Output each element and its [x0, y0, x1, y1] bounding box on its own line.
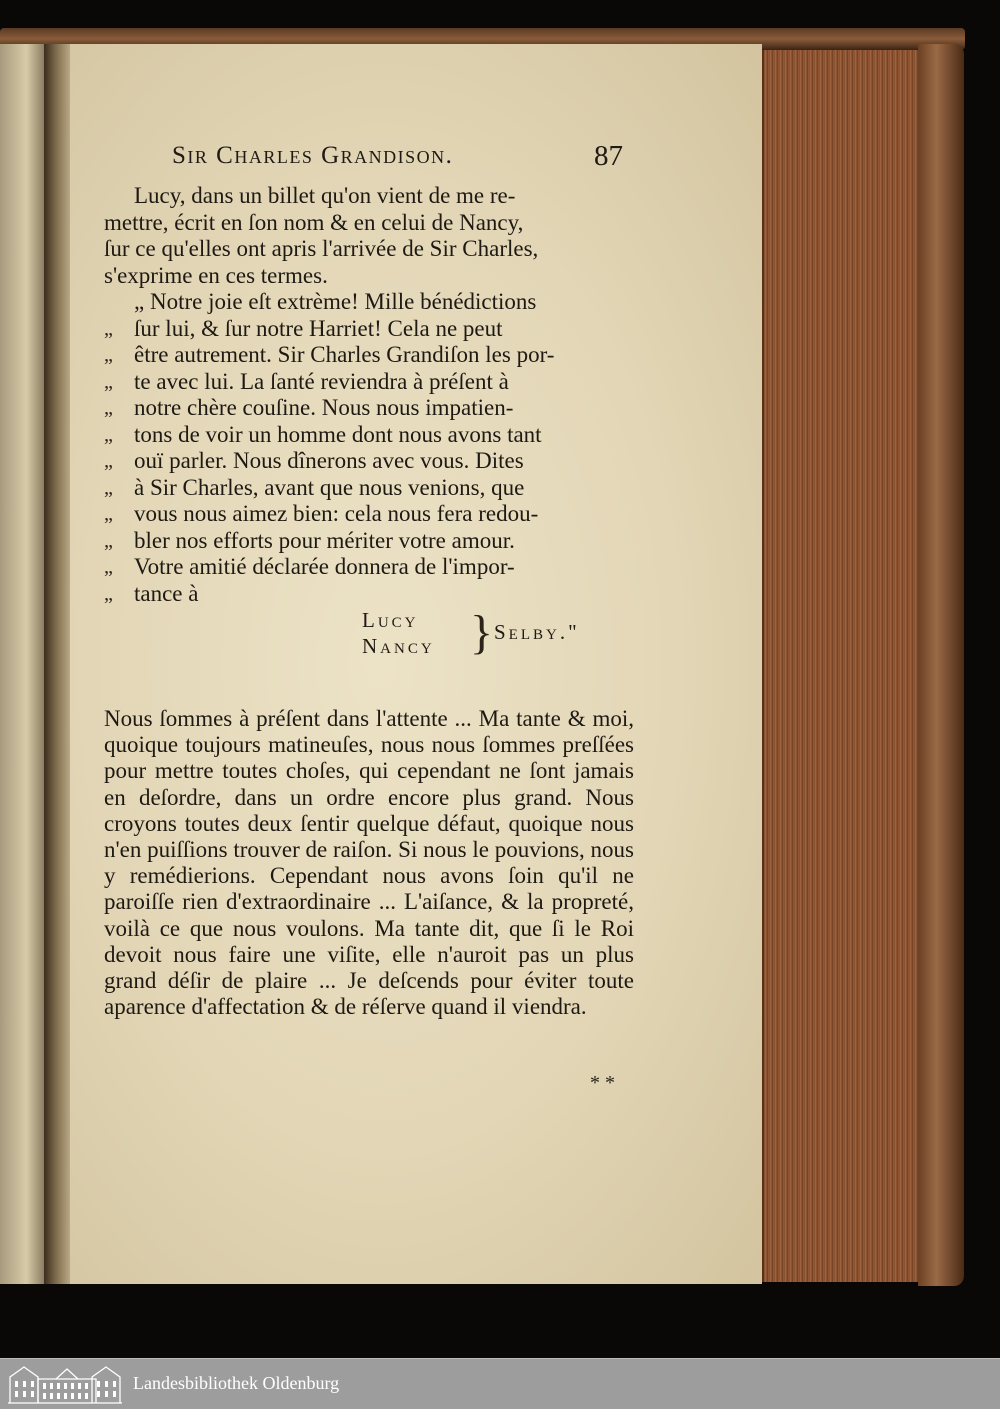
quote-mark: „ — [104, 556, 113, 578]
quote-line — [104, 475, 639, 502]
text-line: s'exprime en ces termes. — [104, 262, 328, 288]
quote-line: „ Notre joie eſt extrème! Mille bénédictions — [134, 289, 537, 314]
signature-name-lucy: Lucy — [362, 608, 419, 632]
book-gutter — [44, 44, 70, 1284]
quote-text: vous nous aimez bien: cela nous fera redou- — [134, 501, 539, 526]
quote-line — [104, 369, 639, 396]
quote-mark: „ — [104, 370, 113, 393]
text-line: ſur ce qu'elles ont apris l'arrivée de Sir Charles, — [104, 236, 539, 261]
text-line: Lucy, dans un billet qu'on vient de me re- — [134, 183, 516, 208]
quote-line — [104, 501, 639, 528]
left-page-edge — [0, 44, 44, 1284]
quote-text: ſur lui, & ſur notre Harriet! Cela ne peut — [134, 315, 503, 341]
quote-text: bler nos efforts pour mériter votre amour. — [134, 527, 515, 553]
quote-line — [104, 528, 639, 555]
quote-mark: „ — [104, 450, 113, 472]
quote-line — [104, 554, 639, 581]
quote-text: Votre amitié déclarée donnera de l'impor- — [134, 554, 515, 579]
quote-mark: „ — [104, 582, 113, 605]
quote-mark: „ — [104, 503, 113, 525]
book-cover-right — [918, 44, 964, 1286]
page-number: 87 — [594, 140, 623, 172]
quote-line — [104, 342, 639, 369]
quote-mark: „ — [104, 397, 113, 419]
second-paragraph: Nous ſommes à préſent dans l'attente ... Ma tante & moi, quoique toujours matineuſes, nous nous ſommes preſſées pour mettre toutes choſes, qui cependant ne ſont jamais en deſordre, dans un ordre encore plus grand. Nous croyons toutes deux ſentir quelque défaut, quoique nous n'en puiſſions trouver de raiſon. Si nous le pouvions, nous y remédierions. Cependant nous avons ſoin qu'il ne paroiſſe rien d'extraordinaire ... L'aiſance, & la propreté, voilà ce que nous voulons. Ma tante dit, que ſi le Roi devoit nous faire une viſite, elle n'auroit pas un plus grand déſir de plaire ... Je deſcends pour éviter toute aparence d'affectation & de réſerve quand il viendra. — [104, 706, 634, 1020]
signature-brace: } — [470, 606, 497, 659]
page-block-edge — [762, 50, 922, 1282]
quote-mark: „ — [104, 317, 113, 340]
quote-text: ouï parler. Nous dînerons avec vous. Dites — [134, 448, 524, 473]
quote-mark: „ — [104, 529, 113, 552]
catchword-mark: * * — [590, 1072, 615, 1094]
signature-name-nancy: Nancy — [362, 634, 435, 658]
library-footer-bar — [0, 1358, 1000, 1409]
running-head: Sir Charles Grandison. — [172, 142, 454, 169]
quote-text: tance à — [134, 580, 199, 606]
quote-text: notre chère couſine. Nous nous impatien- — [134, 395, 514, 420]
quote-mark: „ — [104, 344, 113, 366]
signature-surname: Selby." — [494, 620, 580, 644]
quote-mark: „ — [104, 423, 113, 446]
text-line: mettre, écrit en ſon nom & en celui de Nancy, — [104, 209, 524, 235]
quote-mark: „ — [104, 476, 113, 499]
quote-line — [104, 581, 639, 608]
quote-text: à Sir Charles, avant que nous venions, que — [134, 474, 525, 500]
quoted-letter — [104, 289, 639, 607]
library-building-icon — [6, 1363, 124, 1405]
quote-text: être autrement. Sir Charles Grandiſon les por- — [134, 342, 555, 367]
first-paragraph — [104, 183, 639, 607]
quote-line — [104, 395, 639, 422]
quote-text: tons de voir un homme dont nous avons tant — [134, 421, 542, 447]
quote-text: te avec lui. La ſanté reviendra à préſent à — [134, 368, 509, 394]
quote-line — [104, 316, 639, 343]
library-name: Landesbibliothek Oldenburg — [133, 1373, 340, 1393]
quote-line — [104, 422, 639, 449]
quote-line — [104, 448, 639, 475]
